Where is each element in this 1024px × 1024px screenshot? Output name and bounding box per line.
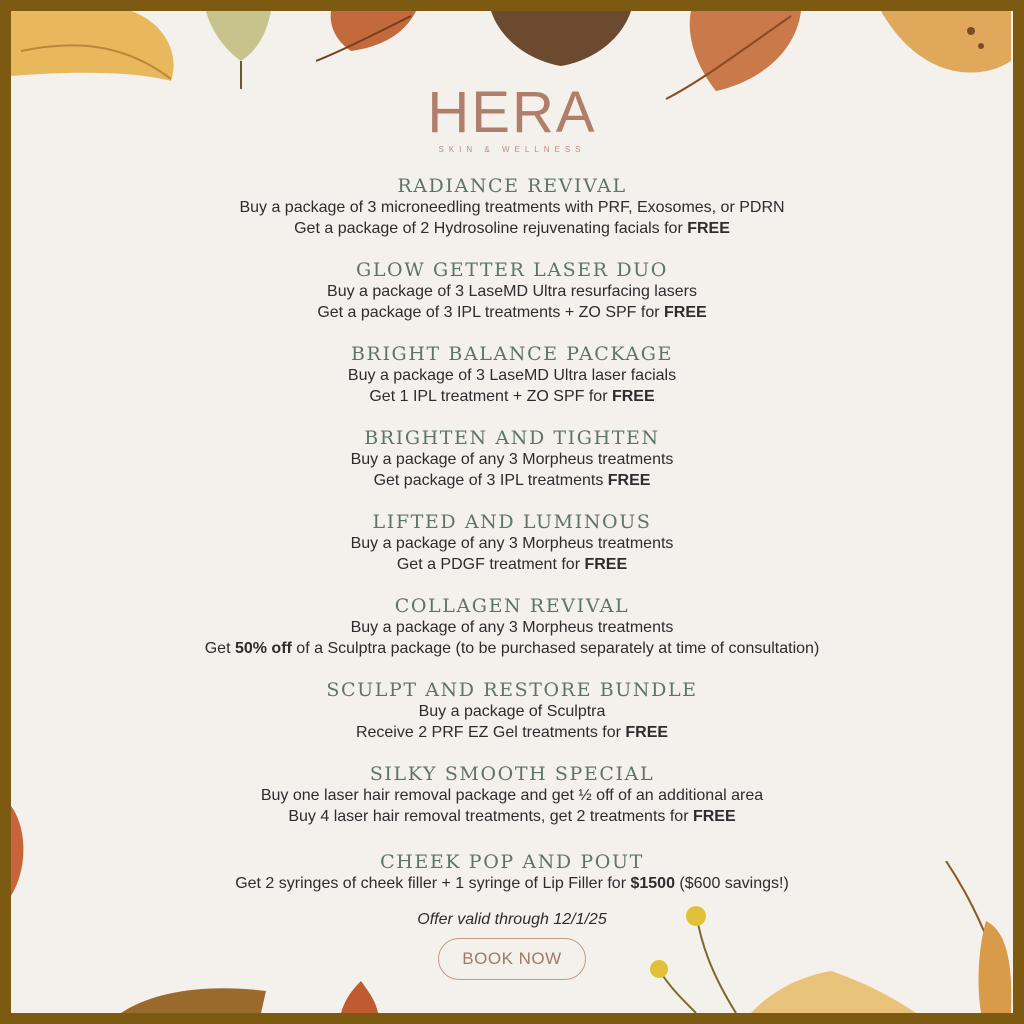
offer-title: LIFTED AND LUMINOUS (372, 511, 652, 533)
brand-tagline: SKIN & WELLNESS (438, 145, 586, 154)
offer-line-text: Get a PDGF treatment for (396, 556, 585, 573)
offer-block (11, 679, 1013, 743)
offer-highlight: $1500 (630, 875, 675, 892)
offer-highlight: FREE (607, 472, 651, 489)
offer-line (11, 533, 1013, 554)
offer-line (11, 617, 1013, 638)
offer-line-text: Buy a package of any 3 Morpheus treatments (350, 451, 674, 468)
offer-block (11, 259, 1013, 323)
offer-line (11, 470, 1013, 491)
green-leaf-decoration (201, 11, 291, 91)
offer-line (11, 197, 1013, 218)
offer-block (11, 851, 1013, 894)
offer-title: RADIANCE REVIVAL (397, 175, 627, 197)
offer-title: GLOW GETTER LASER DUO (356, 259, 668, 281)
offer-line (11, 302, 1013, 323)
brown-leaf-decoration-bottom-left (121, 983, 271, 1013)
offer-highlight: FREE (584, 556, 628, 573)
yellow-leaf-decoration-bottom-right (751, 966, 921, 1013)
offer-line (11, 554, 1013, 575)
offer-line-text: Buy one laser hair removal package and get ½ off of an additional area (260, 787, 764, 804)
offer-line (11, 873, 1013, 894)
offer-line-text: Get a package of 3 IPL treatments + ZO SPF for (317, 304, 664, 321)
offer-line (11, 281, 1013, 302)
offer-line-text: Buy a package of Sculptra (418, 703, 606, 720)
offer-highlight: FREE (625, 724, 669, 741)
offer-line (11, 638, 1013, 659)
orange-leaf-decoration-bottom (336, 981, 381, 1013)
offer-validity-note: Offer valid through 12/1/25 (417, 911, 607, 928)
offer-line-text: Get a package of 2 Hydrosoline rejuvenating facials for (294, 220, 688, 237)
offer-line-text: Get 2 syringes of cheek filler + 1 syringe of Lip Filler for (235, 875, 631, 892)
offer-line (11, 785, 1013, 806)
offer-highlight: FREE (687, 220, 730, 237)
offer-highlight: FREE (692, 808, 736, 825)
offer-highlight: FREE (664, 304, 707, 321)
offer-line (11, 386, 1013, 407)
offer-line-text: Buy a package of 3 microneedling treatments with PRF, Exosomes, or PDRN (239, 199, 785, 216)
offer-line-text: Buy a package of 3 LaseMD Ultra resurfacing lasers (327, 283, 697, 300)
offer-title: BRIGHTEN AND TIGHTEN (364, 427, 660, 449)
offer-block (11, 595, 1013, 659)
offer-line-text: ($600 savings!) (674, 875, 789, 892)
offer-line-text: Get 1 IPL treatment + ZO SPF for (369, 388, 612, 405)
offer-line-text: Get (204, 640, 235, 657)
offer-line-text: Buy 4 laser hair removal treatments, get 2 treatments for (288, 808, 693, 825)
offer-title: BRIGHT BALANCE PACKAGE (350, 343, 674, 365)
book-now-button[interactable]: BOOK NOW (438, 938, 586, 980)
offer-line-text: Buy a package of 3 LaseMD Ultra laser facials (347, 367, 677, 384)
offer-line-text: Buy a package of any 3 Morpheus treatments (350, 619, 674, 636)
orange-leaf-decoration (311, 11, 421, 66)
offer-line (11, 365, 1013, 386)
offers-list (11, 175, 1013, 894)
offer-block (11, 763, 1013, 827)
offer-title: CHEEK POP AND POUT (380, 851, 644, 873)
offer-block (11, 175, 1013, 239)
offer-line (11, 722, 1013, 743)
offer-highlight: FREE (611, 388, 655, 405)
brand-logo: HERA (427, 80, 597, 145)
offer-block (11, 427, 1013, 491)
offer-line (11, 449, 1013, 470)
offer-line-text: of a Sculptra package (to be purchased separately at time of consultation) (291, 640, 820, 657)
offer-block (11, 343, 1013, 407)
dry-leaf-decoration-top-center (481, 11, 641, 71)
offer-title: COLLAGEN REVIVAL (394, 595, 630, 617)
offer-line-text: Receive 2 PRF EZ Gel treatments for (355, 724, 626, 741)
offer-title: SILKY SMOOTH SPECIAL (369, 763, 655, 785)
autumn-leaf-decoration-top-left (11, 11, 191, 91)
offer-line (11, 806, 1013, 827)
offer-title: SCULPT AND RESTORE BUNDLE (326, 679, 698, 701)
offer-highlight: 50% off (234, 640, 292, 657)
offer-line-text: Buy a package of any 3 Morpheus treatments (350, 535, 674, 552)
offer-block (11, 511, 1013, 575)
offer-line (11, 218, 1013, 239)
offer-line (11, 701, 1013, 722)
offer-line-text: Get package of 3 IPL treatments (373, 472, 608, 489)
promo-card (11, 11, 1013, 1013)
yellow-leaf-decoration-top-right (881, 11, 1013, 81)
